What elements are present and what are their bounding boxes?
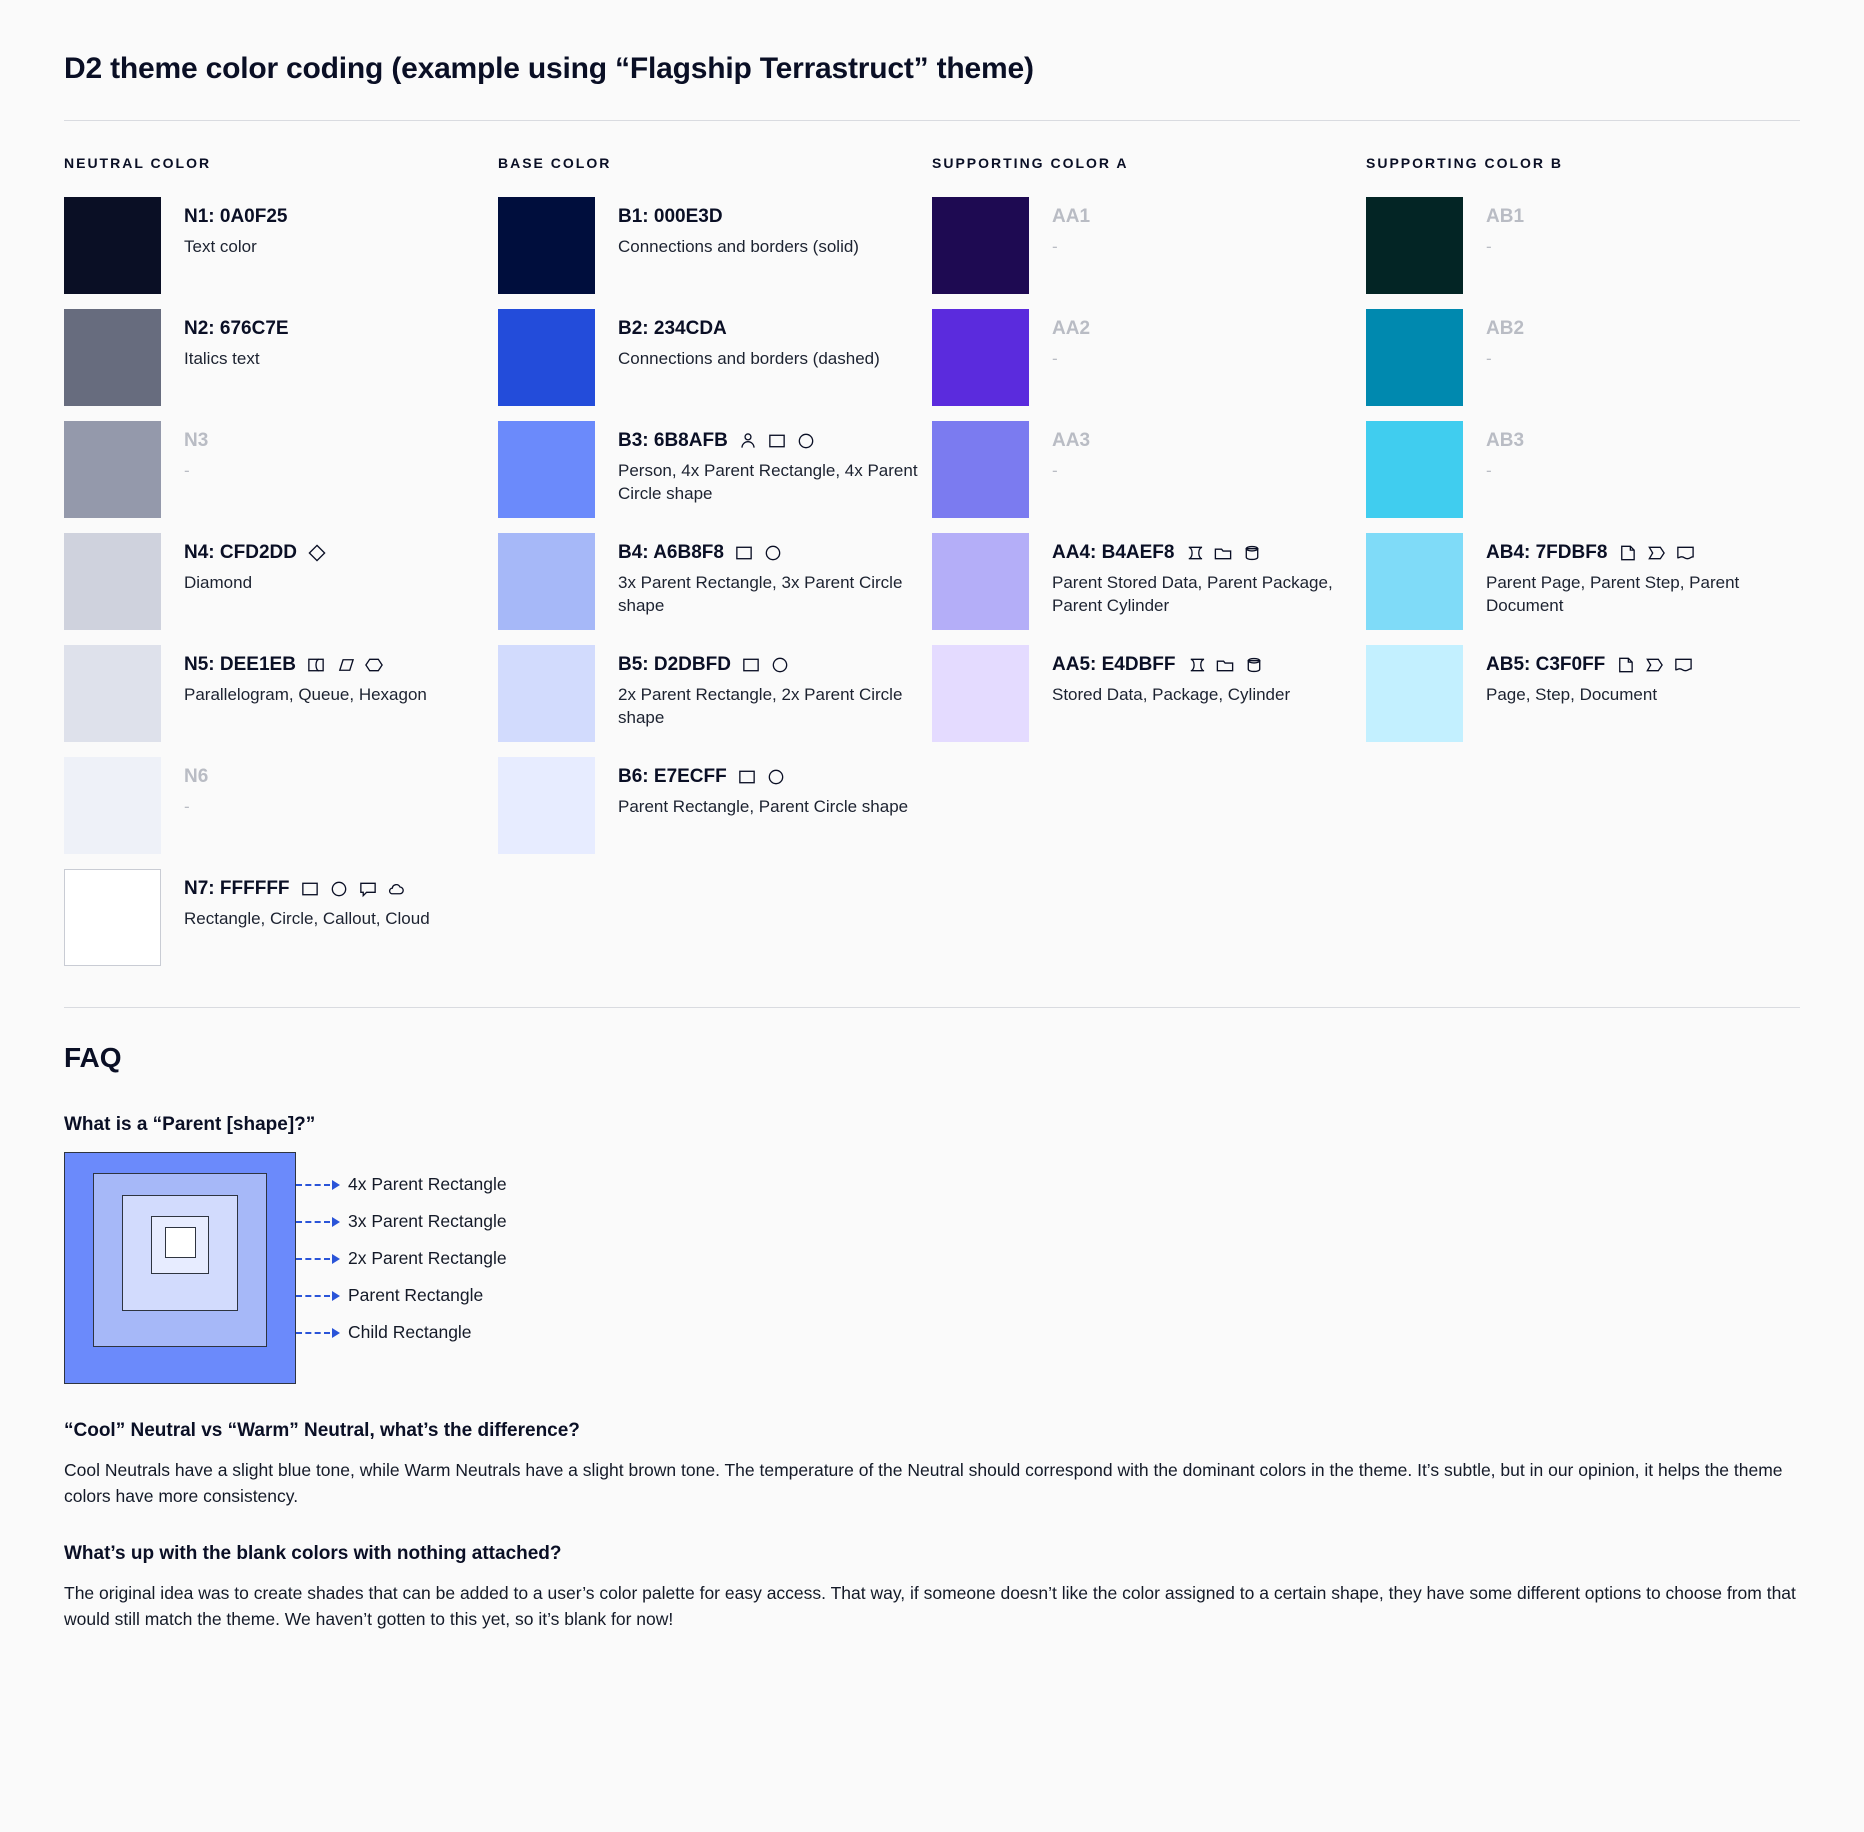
swatch-label: [184, 317, 491, 341]
swatch-label: [1052, 317, 1359, 341]
color-swatch[interactable]: [498, 421, 595, 518]
swatch-label: [618, 653, 925, 677]
shape-icon-group: [733, 543, 784, 563]
color-swatch[interactable]: [932, 309, 1029, 406]
swatch-row: [498, 197, 932, 294]
circle-icon: [762, 543, 784, 563]
swatch-row: [498, 533, 932, 630]
swatch-label: [618, 765, 925, 789]
swatch-description: -: [184, 460, 190, 480]
swatch-row: [1366, 421, 1800, 518]
swatch-description: -: [184, 796, 190, 816]
swatch-row: [498, 421, 932, 518]
swatch-code: AA2: [1052, 318, 1091, 339]
swatch-code: AB5: C3F0FF: [1486, 654, 1606, 675]
nest-legend-label: 4x Parent Rectangle: [348, 1174, 507, 1194]
color-swatch[interactable]: [1366, 645, 1463, 742]
swatch-meta: [1029, 197, 1359, 258]
shape-icon-group: [740, 655, 791, 675]
swatch-label: [1052, 205, 1359, 229]
color-swatch[interactable]: [64, 533, 161, 630]
swatch-code: B2: 234CDA: [618, 318, 727, 339]
swatch-meta: [1463, 645, 1793, 706]
swatch-meta: [595, 197, 925, 258]
color-swatch[interactable]: [498, 533, 595, 630]
color-swatch[interactable]: [932, 421, 1029, 518]
swatch-description: Parent Stored Data, Parent Package, Parent Cylinder: [1052, 572, 1333, 616]
nested-rectangles: [64, 1152, 296, 1384]
arrow-head-icon: [332, 1180, 340, 1190]
arrow-head-icon: [332, 1328, 340, 1338]
swatch-meta: [161, 197, 491, 258]
swatch-meta: [1029, 645, 1359, 706]
swatch-label: [618, 205, 925, 229]
nest-legend-label: Child Rectangle: [348, 1322, 472, 1342]
document-icon: [1674, 543, 1696, 563]
shape-icon-group: [299, 879, 408, 899]
palette-column: [498, 155, 932, 981]
nest-legend-item: [296, 1203, 507, 1240]
palette-column-heading: SUPPORTING COLOR A: [932, 155, 1129, 171]
shape-icon-group: [1183, 543, 1263, 563]
swatch-meta: [161, 757, 491, 818]
hexagon-icon: [363, 655, 385, 675]
swatch-code: AA4: B4AEF8: [1052, 542, 1175, 563]
swatch-description: 3x Parent Rectangle, 3x Parent Circle shape: [618, 572, 903, 616]
queue-icon: [305, 655, 327, 675]
faq-question-1: What is a “Parent [shape]?”: [64, 1114, 316, 1135]
swatch-description: Text color: [184, 236, 257, 256]
step-icon: [1643, 655, 1665, 675]
nest-legend: [296, 1152, 507, 1351]
color-swatch[interactable]: [64, 645, 161, 742]
step-icon: [1645, 543, 1667, 563]
arrow-head-icon: [332, 1217, 340, 1227]
title-divider: [64, 120, 1800, 121]
cylinder-icon: [1241, 543, 1263, 563]
swatch-meta: [595, 645, 925, 730]
color-swatch[interactable]: [1366, 309, 1463, 406]
swatch-label: [184, 205, 491, 229]
swatch-code: N4: CFD2DD: [184, 542, 297, 563]
palette-columns: [64, 155, 1800, 981]
palette-column: [1366, 155, 1800, 981]
palette-column-heading: NEUTRAL COLOR: [64, 155, 212, 171]
swatch-description: -: [1052, 460, 1058, 480]
swatch-meta: [161, 309, 491, 370]
swatch-code: B6: E7ECFF: [618, 766, 727, 787]
swatch-row: [932, 309, 1366, 406]
swatch-row: [932, 645, 1366, 742]
shape-icon-group: [1185, 655, 1265, 675]
leader-line: [296, 1332, 330, 1334]
swatch-row: [1366, 645, 1800, 742]
swatch-code: B5: D2DBFD: [618, 654, 731, 675]
palette-column: [64, 155, 498, 981]
rectangle-icon: [299, 879, 321, 899]
circle-icon: [769, 655, 791, 675]
swatch-meta: [595, 757, 925, 818]
swatch-label: [1052, 429, 1359, 453]
parent-shape-diagram: [64, 1152, 1800, 1384]
nested-box-child: [165, 1227, 196, 1258]
swatch-meta: [161, 421, 491, 482]
swatch-meta: [161, 645, 491, 706]
swatch-code: AA5: E4DBFF: [1052, 654, 1176, 675]
callout-icon: [357, 879, 379, 899]
swatch-description: Italics text: [184, 348, 260, 368]
color-swatch[interactable]: [1366, 421, 1463, 518]
palette-column-heading: SUPPORTING COLOR B: [1366, 155, 1564, 171]
color-swatch[interactable]: [932, 533, 1029, 630]
swatch-label: [184, 429, 491, 453]
swatch-description: Person, 4x Parent Rectangle, 4x Parent Circle shape: [618, 460, 918, 504]
swatch-code: AB3: [1486, 430, 1525, 451]
leader-line: [296, 1295, 330, 1297]
swatch-description: Diamond: [184, 572, 253, 592]
shape-icon-group: [737, 431, 817, 451]
color-swatch[interactable]: [498, 645, 595, 742]
swatch-row: [64, 421, 498, 518]
swatch-code: AB4: 7FDBF8: [1486, 542, 1608, 563]
page-title: D2 theme color coding (example using “Flagship Terrastruct” theme): [64, 52, 1034, 85]
swatch-row: [64, 757, 498, 854]
nest-legend-item: [296, 1240, 507, 1277]
arrow-head-icon: [332, 1254, 340, 1264]
swatch-code: N6: [184, 766, 209, 787]
swatch-row: [64, 197, 498, 294]
swatch-row: [498, 645, 932, 742]
swatch-label: [184, 541, 491, 565]
swatch-code: N1: 0A0F25: [184, 206, 288, 227]
circle-icon: [765, 767, 787, 787]
swatch-description: -: [1052, 236, 1058, 256]
swatch-description: Rectangle, Circle, Callout, Cloud: [184, 908, 430, 928]
color-swatch[interactable]: [64, 197, 161, 294]
swatch-label: [1486, 541, 1793, 565]
faq-answer-2: Cool Neutrals have a slight blue tone, while Warm Neutrals have a slight brown tone. The temperature of the Neutral should correspond with the dominant colors in the theme. It’s subtle, but in our opinion, it helps the theme colors have more consistency.: [64, 1460, 1783, 1506]
circle-icon: [795, 431, 817, 451]
swatch-description: -: [1052, 348, 1058, 368]
swatch-code: AA1: [1052, 206, 1091, 227]
swatch-code: AB2: [1486, 318, 1525, 339]
leader-line: [296, 1184, 330, 1186]
parallelogram-icon: [334, 655, 356, 675]
swatch-label: [618, 317, 925, 341]
swatch-meta: [1029, 421, 1359, 482]
swatch-row: [1366, 197, 1800, 294]
swatch-meta: [161, 533, 491, 594]
cylinder-icon: [1243, 655, 1265, 675]
color-swatch[interactable]: [64, 757, 161, 854]
shape-icon-group: [305, 655, 385, 675]
nest-legend-label: 3x Parent Rectangle: [348, 1211, 507, 1231]
faq-heading: FAQ: [64, 1042, 122, 1073]
document-icon: [1672, 655, 1694, 675]
leader-line: [296, 1221, 330, 1223]
swatch-label: [1052, 653, 1359, 677]
rectangle-icon: [736, 767, 758, 787]
swatch-code: N3: [184, 430, 209, 451]
shape-icon-group: [1616, 543, 1696, 563]
circle-icon: [328, 879, 350, 899]
swatch-meta: [595, 421, 925, 506]
swatch-description: 2x Parent Rectangle, 2x Parent Circle shape: [618, 684, 903, 728]
swatch-code: B3: 6B8AFB: [618, 430, 728, 451]
page-icon: [1616, 543, 1638, 563]
color-swatch[interactable]: [498, 197, 595, 294]
palette-column-heading: BASE COLOR: [498, 155, 612, 171]
leader-line: [296, 1258, 330, 1260]
swatch-label: [1486, 317, 1793, 341]
swatch-row: [498, 309, 932, 406]
rectangle-icon: [766, 431, 788, 451]
stored-data-icon: [1185, 655, 1207, 675]
swatch-meta: [595, 533, 925, 618]
person-icon: [737, 431, 759, 451]
rectangle-icon: [733, 543, 755, 563]
swatch-meta: [1029, 533, 1359, 618]
swatch-code: N7: FFFFFF: [184, 878, 290, 899]
swatch-label: [1052, 541, 1359, 565]
swatch-row: [1366, 309, 1800, 406]
swatch-row: [64, 309, 498, 406]
package-icon: [1214, 655, 1236, 675]
nest-legend-label: Parent Rectangle: [348, 1285, 484, 1305]
nest-legend-item: [296, 1277, 507, 1314]
swatch-meta: [1463, 197, 1793, 258]
shape-icon-group: [736, 767, 787, 787]
swatch-row: [1366, 533, 1800, 630]
swatch-code: AB1: [1486, 206, 1525, 227]
swatch-meta: [1029, 309, 1359, 370]
swatch-description: Page, Step, Document: [1486, 684, 1658, 704]
swatch-meta: [1463, 533, 1793, 618]
color-swatch[interactable]: [1366, 197, 1463, 294]
swatch-label: [1486, 429, 1793, 453]
faq-divider: [64, 1007, 1800, 1008]
swatch-code: B1: 000E3D: [618, 206, 723, 227]
shape-icon-group: [1614, 655, 1694, 675]
palette-column: [932, 155, 1366, 981]
nest-legend-item: [296, 1166, 507, 1203]
swatch-row: [932, 421, 1366, 518]
swatch-meta: [595, 309, 925, 370]
color-swatch[interactable]: [932, 645, 1029, 742]
swatch-label: [1486, 653, 1793, 677]
swatch-row: [64, 533, 498, 630]
swatch-description: Connections and borders (solid): [618, 236, 859, 256]
color-swatch[interactable]: [64, 869, 161, 966]
swatch-code: N2: 676C7E: [184, 318, 289, 339]
swatch-meta: [1463, 309, 1793, 370]
rectangle-icon: [740, 655, 762, 675]
swatch-row: [932, 533, 1366, 630]
swatch-description: Parent Rectangle, Parent Circle shape: [618, 796, 909, 816]
swatch-row: [932, 197, 1366, 294]
color-swatch[interactable]: [64, 421, 161, 518]
faq-section: [64, 1042, 1800, 1632]
diamond-icon: [306, 543, 328, 563]
swatch-label: [1486, 205, 1793, 229]
faq-question-3: What’s up with the blank colors with nothing attached?: [64, 1543, 562, 1565]
swatch-row: [64, 869, 498, 966]
color-swatch[interactable]: [932, 197, 1029, 294]
color-swatch[interactable]: [498, 309, 595, 406]
cloud-icon: [386, 879, 408, 899]
swatch-code: B4: A6B8F8: [618, 542, 724, 563]
swatch-description: Connections and borders (dashed): [618, 348, 880, 368]
arrow-head-icon: [332, 1291, 340, 1301]
swatch-description: Parent Page, Parent Step, Parent Document: [1486, 572, 1740, 616]
swatch-label: [184, 877, 491, 901]
swatch-meta: [1463, 421, 1793, 482]
color-swatch[interactable]: [498, 757, 595, 854]
shape-icon-group: [306, 543, 328, 563]
swatch-code: N5: DEE1EB: [184, 654, 296, 675]
faq-answer-3: The original idea was to create shades that can be added to a user’s color palette for easy access. That way, if someone doesn’t like the color assigned to a certain shape, they have some different options to choose from that would still match the theme. We haven’t gotten to this yet, so it’s blank for now!: [64, 1583, 1796, 1629]
swatch-description: Parallelogram, Queue, Hexagon: [184, 684, 427, 704]
swatch-row: [64, 645, 498, 742]
faq-question-2: “Cool” Neutral vs “Warm” Neutral, what’s the difference?: [64, 1420, 580, 1441]
page-icon: [1614, 655, 1636, 675]
nest-legend-label: 2x Parent Rectangle: [348, 1248, 507, 1268]
swatch-row: [498, 757, 932, 854]
swatch-description: -: [1486, 460, 1492, 480]
swatch-description: -: [1486, 348, 1492, 368]
swatch-label: [184, 765, 491, 789]
swatch-label: [618, 429, 925, 453]
stored-data-icon: [1183, 543, 1205, 563]
swatch-meta: [161, 869, 491, 930]
swatch-code: AA3: [1052, 430, 1091, 451]
swatch-label: [618, 541, 925, 565]
package-icon: [1212, 543, 1234, 563]
swatch-description: -: [1486, 236, 1492, 256]
nest-legend-item: [296, 1314, 507, 1351]
color-swatch[interactable]: [1366, 533, 1463, 630]
color-swatch[interactable]: [64, 309, 161, 406]
swatch-label: [184, 653, 491, 677]
swatch-description: Stored Data, Package, Cylinder: [1052, 684, 1291, 704]
